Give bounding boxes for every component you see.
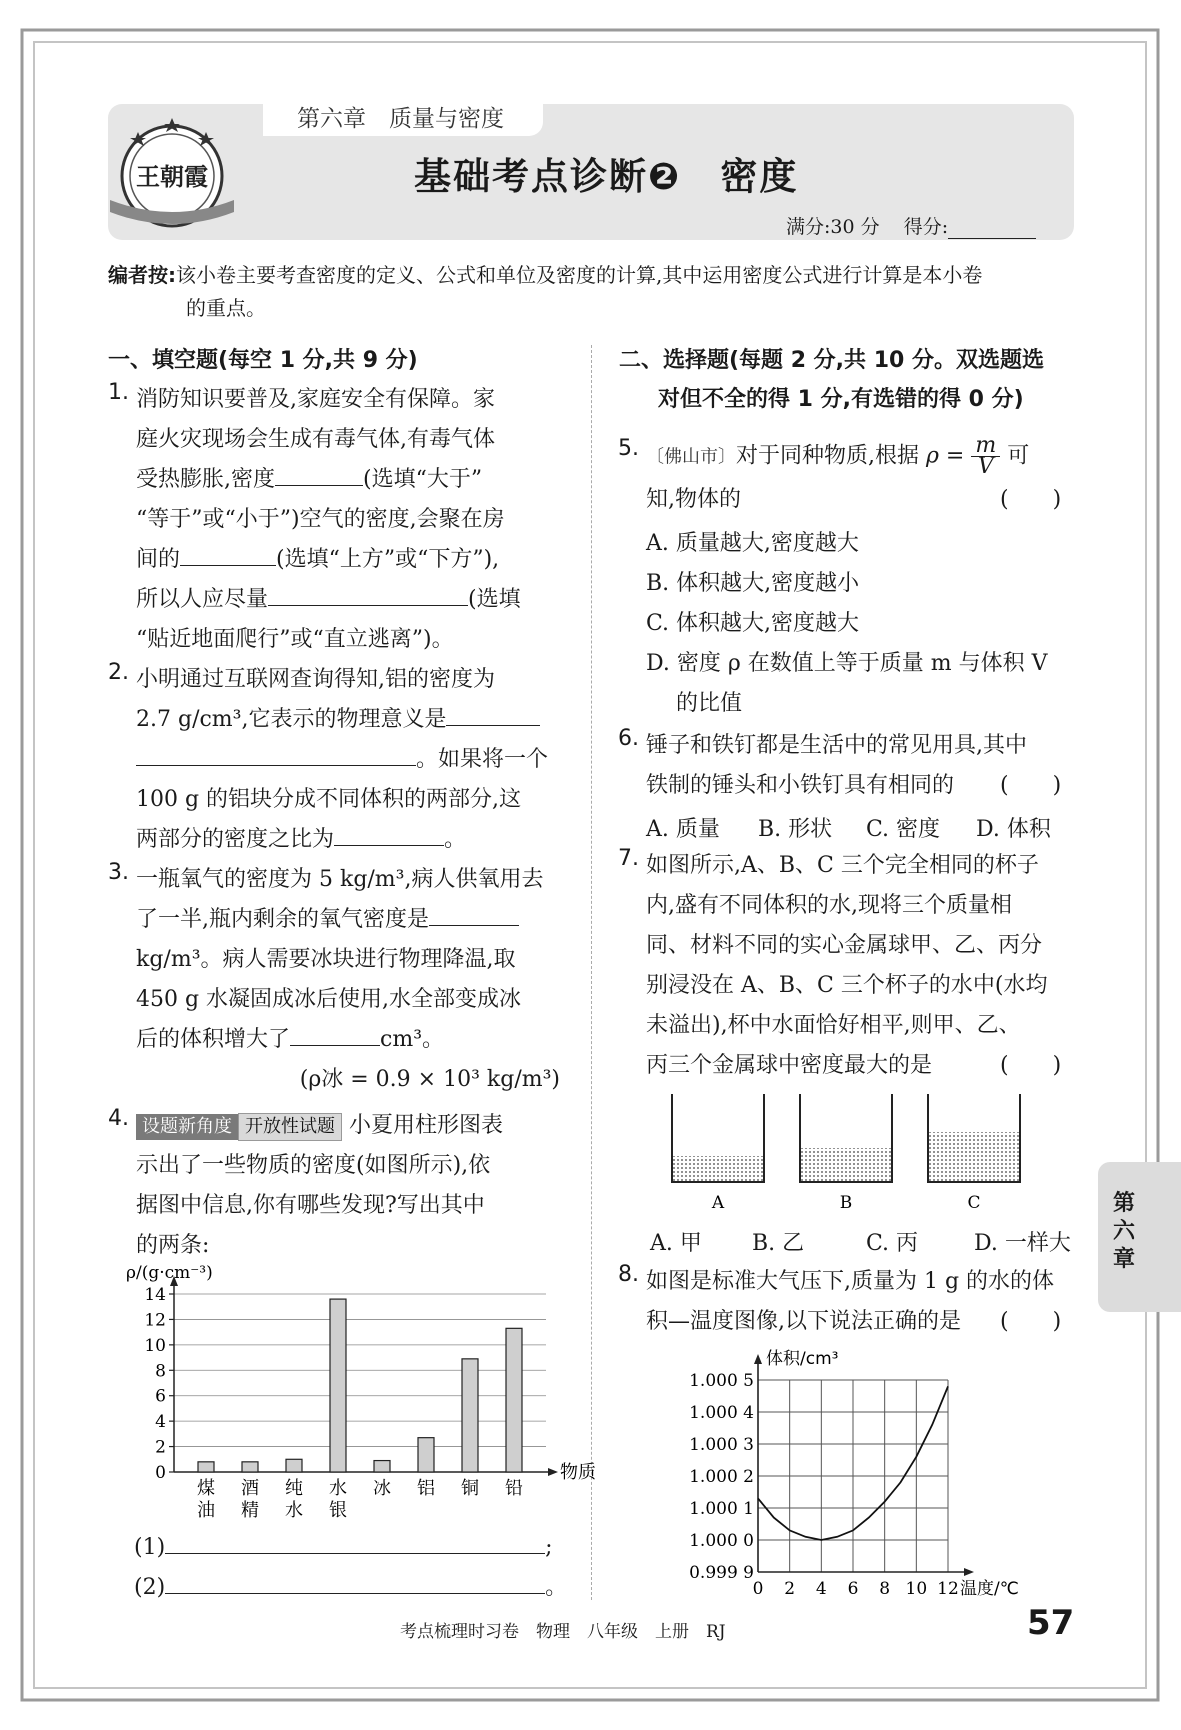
q5-option-c[interactable]: C. 体积越大,密度越大: [646, 611, 860, 636]
q4-line: 据图中信息,你有哪些发现?写出其中: [136, 1193, 485, 1218]
line-chart-x-arrow: [964, 1568, 974, 1576]
q7-line: 未溢出),杯中水面恰好相平,则甲、乙、: [646, 1013, 1021, 1038]
q4-answer-label-1: (1): [134, 1535, 166, 1560]
bar-chart-bar: [330, 1299, 346, 1472]
q2-blank-2[interactable]: [334, 823, 444, 846]
q2-line: 。: [444, 827, 467, 852]
section2-title-1: 二、选择题(每题 2 分,共 10 分。双选题选: [619, 348, 1044, 373]
q4-text: [136, 1106, 576, 1266]
bar-chart-ytick-label: 6: [155, 1386, 166, 1407]
q7-option-a[interactable]: A. 甲: [650, 1231, 702, 1256]
q1-blank-3[interactable]: [268, 583, 468, 606]
q4-line: 的两条:: [136, 1233, 210, 1258]
line-chart-xtick-label: 12: [937, 1579, 959, 1599]
line-chart-ytick-label: 0.999 9: [689, 1563, 754, 1583]
q3-line: 一瓶氧气的密度为 5 kg/m³,病人供氧用去: [136, 867, 544, 892]
editor-note-text2: 的重点。: [186, 296, 266, 320]
q2-blank-1a[interactable]: [446, 703, 540, 726]
bar-chart-x-arrow: [548, 1468, 558, 1476]
section1-title: 一、填空题(每空 1 分,共 9 分): [108, 348, 418, 373]
q5-number: 5.: [618, 436, 639, 461]
q2-line: 小明通过互联网查询得知,铝的密度为: [136, 667, 495, 692]
bar-chart-bar: [506, 1328, 522, 1472]
line-chart-ytick-label: 1.000 1: [689, 1499, 754, 1519]
q6-option-a[interactable]: A. 质量: [646, 817, 720, 842]
line-chart-ytick-label: 1.000 3: [689, 1435, 754, 1455]
q2-blank-1b[interactable]: [136, 743, 416, 766]
q6-option-c[interactable]: C. 密度: [866, 817, 941, 842]
q3-line: 了一半,瓶内剩余的氧气密度是: [136, 907, 429, 932]
q7-line: 丙三个金属球中密度最大的是: [646, 1053, 933, 1078]
bar-chart-category-label: 冰: [373, 1478, 391, 1499]
bar-chart-category-label: 酒精: [241, 1478, 259, 1521]
q4-answer-blank-1[interactable]: [165, 1531, 545, 1554]
editor-note: [108, 259, 1073, 325]
q6-line: 锤子和铁钉都是生活中的常见用具,其中: [646, 733, 1027, 758]
editor-note-text1: 该小卷主要考查密度的定义、公式和单位及密度的计算,其中运用密度公式进行计算是本小卷: [176, 263, 983, 287]
q1-line: 间的: [136, 547, 181, 572]
q1-line: “贴近地面爬行”或“直立逃离”)。: [136, 627, 454, 652]
q4-answers: [134, 1528, 584, 1608]
cup-label: B: [839, 1193, 853, 1213]
q5-stem: [646, 433, 1076, 479]
bar-chart-ytick-label: 10: [144, 1335, 166, 1356]
bar-chart-category-label: 煤油: [197, 1478, 215, 1521]
q2-line: 100 g 的铝块分成不同体积的两部分,这: [136, 787, 522, 812]
bar-chart-ytick-label: 0: [155, 1463, 166, 1483]
q2-text: [136, 660, 566, 860]
q2-number: 2.: [108, 660, 129, 685]
logo-text: 王朝霞: [136, 162, 208, 191]
score-blank[interactable]: [948, 221, 1036, 239]
line-chart-xtick-label: 4: [815, 1579, 827, 1599]
q4-tag-open: 开放性试题: [238, 1113, 342, 1141]
q5-formula-num: m: [971, 436, 1000, 457]
q5-formula-lhs: ρ =: [926, 443, 965, 469]
q1-text: [136, 380, 566, 660]
q1-line: 所以人应尽量: [136, 587, 269, 612]
q4-answer-label-2: (2): [134, 1575, 166, 1600]
bar-chart-ylabel: ρ/(g·cm⁻³): [126, 1263, 213, 1283]
q5-source: 〔佛山市〕: [646, 446, 736, 468]
q7-line: 内,盛有不同体积的水,现将三个质量相: [646, 893, 1012, 918]
q8-number: 8.: [618, 1262, 639, 1287]
q5-option-a[interactable]: A. 质量越大,密度越大: [646, 531, 859, 556]
cup-c: [928, 1094, 1020, 1213]
bar-chart-ytick-label: 2: [155, 1437, 166, 1458]
full-score: 满分:30 分: [786, 216, 880, 238]
q1-line: 庭火灾现场会生成有毒气体,有毒气体: [136, 427, 495, 452]
q5-line: 知,物体的: [646, 487, 741, 512]
q5-formula-fraction: [971, 433, 1000, 479]
bar-chart-bar: [242, 1462, 258, 1472]
q1-line: “等于”或“小于”)空气的密度,会聚在房: [136, 507, 505, 532]
q4-number: 4.: [108, 1106, 129, 1131]
bar-chart-category-label: 铅: [505, 1478, 523, 1499]
q1-line: (选填: [468, 587, 521, 612]
q8-line: 如图是标准大气压下,质量为 1 g 的水的体: [646, 1269, 1055, 1294]
bar-chart-bar: [198, 1462, 214, 1472]
q3-blank-1[interactable]: [429, 903, 519, 926]
line-chart-ytick-label: 1.000 2: [689, 1467, 754, 1487]
cup-label: C: [967, 1193, 981, 1213]
q6-number: 6.: [618, 726, 639, 751]
q7-answer-paren[interactable]: ( ): [1000, 1053, 1062, 1078]
line-chart-ytick-label: 1.000 0: [689, 1531, 754, 1551]
publisher-logo: [108, 112, 236, 234]
line-chart-xtick-label: 0: [752, 1579, 764, 1599]
q3-number: 3.: [108, 860, 129, 885]
q1-line: 受热膨胀,密度: [136, 467, 275, 492]
q3-line: kg/m³。病人需要冰块进行物理降温,取: [136, 947, 516, 972]
line-chart-ytick-label: 1.000 4: [689, 1403, 754, 1423]
bar-chart-category-label: 水银: [329, 1478, 347, 1521]
q2-line: 两部分的密度之比为: [136, 827, 335, 852]
q3-line: cm³。: [380, 1027, 445, 1052]
q3-line: 450 g 水凝固成冰后使用,水全部变成冰: [136, 987, 522, 1012]
q6-option-d[interactable]: D. 体积: [976, 817, 1051, 842]
bar-chart-bar: [286, 1459, 302, 1472]
q5-line: 对于同种物质,根据: [736, 443, 919, 469]
q1-blank-1[interactable]: [275, 463, 363, 486]
cups-figure: [660, 1090, 1080, 1220]
line-chart-xtick-label: 2: [784, 1579, 796, 1599]
q7-line: 别浸没在 A、B、C 三个杯子的水中(水均: [646, 973, 1048, 998]
q4-line: 小夏用柱形图表: [349, 1113, 504, 1138]
q7-number: 7.: [618, 846, 639, 871]
q7-option-c[interactable]: C. 丙: [866, 1231, 919, 1256]
bar-chart-category-label: 铜: [461, 1478, 479, 1499]
bar-chart-xlabel: 物质: [560, 1462, 596, 1483]
bar-chart-ytick-label: 12: [144, 1310, 166, 1331]
bar-chart-ytick-label: 4: [155, 1412, 166, 1433]
density-bar-chart: [126, 1263, 596, 1528]
q1-number: 1.: [108, 380, 129, 405]
line-chart-xtick-label: 6: [847, 1579, 859, 1599]
q5-formula-den: V: [977, 454, 994, 479]
cup-b: [800, 1094, 892, 1213]
q5-answer-paren[interactable]: ( ): [1000, 487, 1062, 512]
bar-chart-bar: [374, 1461, 390, 1472]
score-label: 得分:: [903, 216, 949, 238]
page-title: 基础考点诊断❷ 密度: [414, 155, 799, 198]
line-chart-ylabel: 体积/cm³: [766, 1349, 839, 1369]
q5-option-d[interactable]: D. 密度 ρ 在数值上等于质量 m 与体积 V: [646, 651, 1048, 676]
q5-line: 可: [1007, 443, 1030, 469]
q2-line: 。如果将一个: [416, 747, 549, 772]
q1-blank-2[interactable]: [180, 543, 276, 566]
cup-label: A: [711, 1193, 725, 1213]
bar-chart-ytick-label: 14: [144, 1285, 166, 1305]
q7-option-b[interactable]: B. 乙: [752, 1231, 805, 1256]
q7-line: 同、材料不同的实心金属球甲、乙、丙分: [646, 933, 1043, 958]
q6-line: 铁制的锤头和小铁钉具有相同的: [646, 773, 955, 798]
q4-line: 示出了一些物质的密度(如图所示),依: [136, 1153, 491, 1178]
q8-answer-paren[interactable]: ( ): [1000, 1309, 1062, 1334]
editor-note-label: 编者按:: [108, 263, 176, 287]
chapter-side-label: 第六章: [1112, 1191, 1135, 1272]
bar-chart-bar: [462, 1359, 478, 1472]
footer-text: 考点梳理时习卷 物理 八年级 上册 RJ: [400, 1622, 726, 1642]
volume-temperature-chart: [680, 1344, 1080, 1606]
q3-given: (ρ冰 = 0.9 × 10³ kg/m³): [299, 1067, 560, 1092]
q6-answer-paren[interactable]: ( ): [1000, 773, 1062, 798]
q4-answer-end-1: ;: [545, 1535, 553, 1560]
q2-line: 2.7 g/cm³,它表示的物理意义是: [136, 707, 447, 732]
q1-line: (选填“上方”或“下方”),: [276, 547, 500, 572]
bar-chart-ytick-label: 8: [155, 1361, 166, 1382]
q7-line: 如图所示,A、B、C 三个完全相同的杯子: [646, 853, 1039, 878]
line-chart-y-arrow: [754, 1354, 762, 1364]
section2-title-2: 对但不全的得 1 分,有选错的得 0 分): [658, 387, 1024, 412]
q3-text: [136, 860, 566, 1100]
chapter-label: 第六章 质量与密度: [297, 106, 504, 132]
bar-chart-category-label: 铝: [417, 1478, 435, 1499]
column-divider: [591, 345, 592, 1600]
q8-line: 积—温度图像,以下说法正确的是: [646, 1309, 961, 1334]
cup-a: [672, 1094, 764, 1213]
score-row: [786, 212, 1036, 239]
q1-line: (选填“大于”: [363, 467, 483, 492]
page-number: 57: [1027, 1603, 1075, 1643]
q3-line: 后的体积增大了: [136, 1027, 291, 1052]
line-chart-ytick-label: 1.000 5: [689, 1371, 754, 1391]
q5-option-d-cont: 的比值: [676, 691, 743, 716]
q3-blank-2[interactable]: [290, 1023, 380, 1046]
q7-option-d[interactable]: D. 一样大: [974, 1231, 1071, 1256]
line-chart-xlabel: 温度/℃: [960, 1579, 1019, 1599]
q4-answer-end-2: 。: [545, 1575, 568, 1600]
line-chart-xtick-label: 10: [905, 1579, 928, 1599]
bar-chart-category-label: 纯水: [285, 1478, 303, 1521]
q5-option-b[interactable]: B. 体积越大,密度越小: [646, 571, 860, 596]
line-chart-xtick-label: 8: [879, 1579, 891, 1599]
bar-chart-bar: [418, 1438, 434, 1472]
q4-tag-new-angle: 设题新角度: [136, 1114, 238, 1140]
q1-line: 消防知识要普及,家庭安全有保障。家: [136, 387, 495, 412]
q4-answer-blank-2[interactable]: [165, 1571, 545, 1594]
q6-option-b[interactable]: B. 形状: [758, 817, 833, 842]
